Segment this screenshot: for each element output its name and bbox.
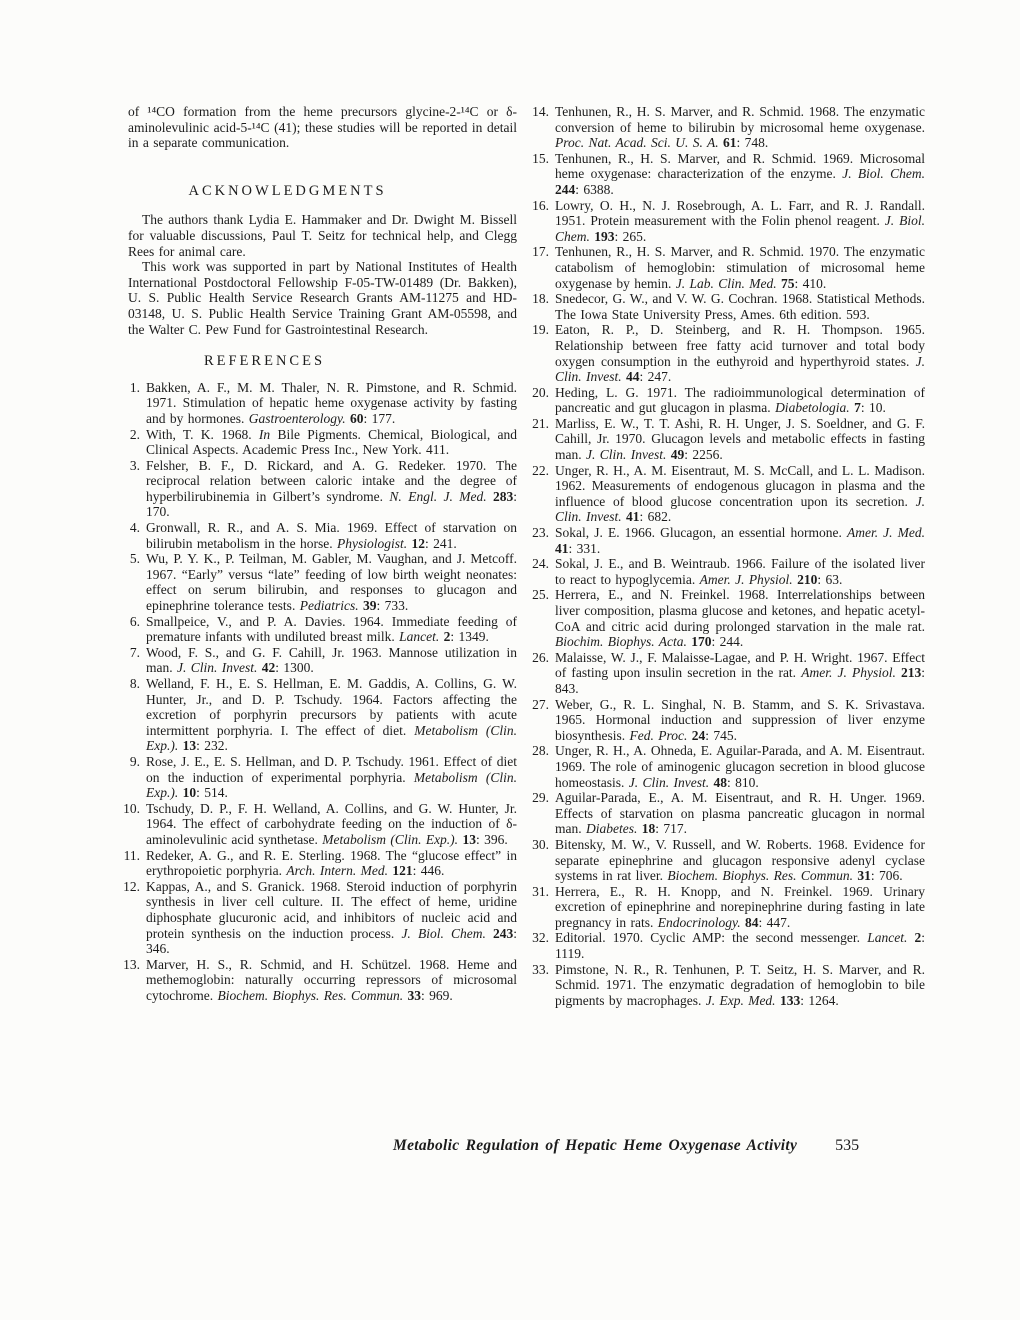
reference-text: [146, 801, 517, 848]
reference-text-segment: With, T. K. 1968.: [146, 426, 259, 442]
reference-number: 26.: [532, 649, 549, 665]
reference-item: [128, 551, 517, 613]
reference-text-segment: 75: [780, 275, 795, 291]
reference-text: [146, 645, 517, 676]
reference-text-segment: In: [258, 426, 271, 442]
reference-number: 1.: [129, 379, 140, 395]
reference-item: [532, 415, 925, 463]
reference-text-segment: 18: [641, 821, 656, 837]
reference-text-segment: Bile Pigments. Chemical, Biological, and Clinical Aspects. Academic Press Inc., New York. 411.: [146, 426, 517, 458]
reference-text: [555, 198, 925, 245]
reference-item: [532, 462, 925, 525]
reference-item: [532, 291, 925, 322]
reference-text-segment: : 447.: [758, 914, 791, 930]
reference-item: [128, 754, 517, 801]
reference-text-segment: Pimstone, N. R., R. Tenhunen, P. T. Seitz, H. S. Marver, and R. Schmid. 1971. The enzymatic degradation of hemoglobin to bile pigments by macrophages.: [555, 961, 925, 1008]
running-title: Metabolic Regulation of Hepatic Heme Oxygenase Activity: [393, 1137, 798, 1154]
reference-text: [555, 416, 925, 463]
reference-text-segment: 31: [857, 868, 871, 884]
reference-item: [532, 384, 925, 416]
reference-text-segment: 49: [670, 447, 685, 463]
reference-text-segment: : 63.: [817, 571, 843, 587]
reference-text: [146, 427, 517, 458]
reference-text-segment: 48: [713, 774, 727, 790]
reference-text: [555, 790, 925, 837]
reference-text-segment: Malaisse, W. J., F. Malaisse-Lagae, and P. H. Wright. 1967. Effect of fasting upon insulin secretion in the rat.: [555, 649, 925, 681]
reference-text-segment: Tenhunen, R., H. S. Marver, and R. Schmid. 1970. The enzymatic catabolism of hemoglobin: stimulation of microsomal heme oxygenase by hemin.: [555, 244, 925, 291]
reference-item: [123, 800, 517, 848]
reference-text: [555, 556, 925, 587]
reference-item: [532, 556, 925, 587]
reference-text-segment: : 733.: [376, 598, 409, 614]
reference-text-segment: [486, 926, 493, 941]
reference-text-segment: : 346.: [146, 925, 517, 957]
reference-text: [555, 884, 925, 931]
left-column: [123, 104, 518, 1008]
reference-item: [128, 676, 517, 754]
reference-text-segment: : 2256.: [684, 447, 723, 463]
page-footer: [393, 1138, 859, 1154]
reference-text-segment: J. Lab. Clin. Med.: [675, 275, 777, 291]
reference-text-segment: Fed. Proc.: [629, 727, 688, 743]
right-column: [532, 104, 926, 1008]
reference-text-segment: J. Biol. Chem.: [842, 166, 925, 182]
reference-item: [532, 836, 925, 884]
reference-text-segment: : 514.: [196, 785, 228, 801]
reference-text-segment: 41: [555, 540, 569, 556]
reference-text: [555, 697, 925, 744]
reference-text-segment: : 232.: [196, 738, 228, 754]
reference-text-segment: 133: [779, 992, 801, 1008]
reference-text-segment: J. Clin. Invest.: [555, 353, 925, 385]
reference-number: 24.: [532, 556, 549, 572]
reference-text-segment: J. Clin. Invest.: [555, 493, 925, 525]
intro-paragraph: of ¹⁴CO formation from the heme precursors glycine-2-¹⁴C or δ-aminolevulinic acid-5-¹⁴C (41); these studies will be reported in detail in a separate communication.: [128, 104, 517, 151]
reference-number: 16.: [532, 197, 549, 213]
reference-item: [128, 645, 517, 676]
reference-text: [555, 743, 925, 790]
reference-text-segment: 60: [349, 410, 364, 426]
reference-text-segment: Lancet.: [399, 629, 440, 645]
reference-number: 20.: [532, 384, 549, 400]
reference-text-segment: Unger, R. H., A. Ohneda, E. Aguilar-Parada, and A. M. Eisentraut. 1969. The role of aminogenic glucagon secretion in blood glucose homeostasis.: [555, 743, 925, 790]
reference-text-segment: Metabolism (Clin. Exp.).: [322, 831, 459, 847]
reference-text-segment: Diabetologia.: [775, 400, 850, 416]
reference-text-segment: J. Exp. Med.: [705, 992, 776, 1008]
reference-item: [532, 696, 925, 744]
reference-number: 14.: [532, 104, 549, 119]
reference-item: [128, 427, 517, 458]
reference-item: [128, 614, 517, 645]
reference-text-segment: 39: [362, 598, 377, 614]
reference-text-segment: Metabolism (Clin. Exp.).: [146, 769, 517, 801]
reference-number: 15.: [532, 150, 549, 166]
reference-text: [146, 676, 517, 754]
reference-text-segment: 210: [797, 571, 818, 587]
reference-item: [532, 244, 925, 291]
reference-text-segment: Editorial. 1970. Cyclic AMP: the second messenger.: [555, 930, 868, 946]
reference-text-segment: Biochim. Biophys. Acta.: [555, 634, 687, 650]
reference-item: [532, 930, 926, 962]
reference-text-segment: Bitensky, M. W., V. Russell, and W. Roberts. 1968. Evidence for separate epinephrine and glucagon responsive adenyl cyclase systems in rat liver.: [555, 836, 925, 884]
reference-text-segment: 7: [854, 400, 861, 416]
reference-number: 12.: [123, 878, 140, 894]
reference-text: [555, 525, 925, 556]
reference-item: [128, 458, 517, 520]
reference-text-segment: Felsher, B. F., D. Rickard, and A. G. Redeker. 1970. The reciprocal relation between caloric intake and the degree of hyperbilirubinemia in Gilbert’s syndrome.: [146, 457, 517, 504]
reference-text-segment: Tschudy, D. P., F. H. Welland, A. Collins, and G. W. Hunter, Jr. 1964. The effect of carbohydrate feeding on the induction of δ-aminolevulinic acid synthetase.: [146, 800, 517, 847]
reference-text-segment: Snedecor, G. W., and V. W. G. Cochran. 1968. Statistical Methods. The Iowa State University Press, Ames. 6th edition. 593.: [555, 291, 925, 322]
reference-text-segment: : 265.: [614, 228, 647, 244]
reference-text-segment: : 717.: [655, 821, 688, 837]
reference-text: [555, 962, 925, 1009]
reference-text: [146, 551, 517, 613]
reference-text-segment: J. Clin. Invest.: [177, 660, 258, 676]
reference-text-segment: : 1264.: [800, 992, 839, 1008]
reference-text: [555, 244, 925, 291]
reference-item: [532, 883, 925, 931]
reference-text-segment: Redeker, A. G., and R. E. Sterling. 1968. The “glucose effect” in erythropoietic porphyria.: [146, 847, 517, 879]
reference-text: [146, 520, 517, 551]
reference-text-segment: 2: [914, 930, 922, 946]
reference-text-segment: Welland, F. H., E. S. Hellman, E. M. Gaddis, A. Collins, G. W. Hunter, Jr., and D. P. Tschudy. 1964. Factors affecting the excretion of porphyrin precursors by patients with acute intermittent porphyria. I. The effect of diet.: [146, 676, 517, 738]
reference-text-segment: : 682.: [639, 509, 672, 525]
reference-text-segment: Eaton, R. P., D. Steinberg, and R. H. Thompson. 1965. Relationship between free fatty acid turnover and total body oxygen consumption in the euthyroid and hyperthyroid states.: [555, 322, 925, 369]
reference-text: [555, 930, 925, 961]
reference-text-segment: : 748.: [736, 135, 769, 151]
reference-text-segment: 2: [443, 629, 451, 645]
reference-text-segment: [907, 930, 914, 945]
reference-text-segment: Gastroenterology.: [248, 410, 346, 426]
reference-text-segment: J. Clin. Invest.: [586, 447, 667, 463]
reference-number: 2.: [129, 426, 140, 442]
reference-text-segment: Lowry, O. H., N. J. Rosebrough, A. L. Farr, and R. J. Randall. 1951. Protein measurement with the Folin phenol reagent.: [555, 197, 925, 229]
reference-text-segment: 33: [407, 987, 421, 1003]
reference-text: [146, 848, 517, 879]
reference-text-segment: N. Engl. J. Med.: [389, 488, 487, 504]
references-heading: REFERENCES: [203, 353, 326, 370]
reference-text-segment: 61: [723, 135, 737, 151]
reference-number: 7.: [129, 644, 140, 660]
reference-text-segment: : 241.: [424, 535, 457, 551]
reference-text-segment: Marliss, E. W., T. T. Ashi, R. H. Unger, J. S. Soeldner, and G. F. Cahill, Jr. 1970. Glucagon levels and metabolic effects in fasting man.: [555, 415, 925, 463]
reference-text-segment: : 6388.: [575, 181, 614, 197]
reference-number: 13.: [123, 956, 140, 972]
reference-text-segment: Smallpeice, V., and P. A. Davies. 1964. Immediate feeding of premature infants with undiluted breast milk.: [146, 613, 517, 645]
reference-text-segment: : 843.: [555, 665, 925, 696]
reference-text-segment: : 1300.: [275, 660, 314, 676]
reference-number: 28.: [532, 743, 549, 759]
reference-text-segment: 170: [691, 634, 712, 650]
reference-text-segment: Bakken, A. F., M. M. Thaler, N. R. Pimstone, and R. Schmid. 1971. Stimulation of hepatic heme oxygenase activity by fasting and by hormones.: [146, 379, 517, 426]
reference-number: 31.: [532, 883, 549, 899]
reference-number: 32.: [532, 930, 549, 946]
reference-number: 19.: [532, 322, 549, 338]
reference-text-segment: 121: [392, 863, 413, 879]
reference-item: [532, 587, 925, 650]
reference-text-segment: Heding, L. G. 1971. The radioimmunological determination of pancreatic and gut glucagon in plasma.: [555, 384, 925, 416]
reference-item: [532, 525, 925, 556]
reference-text-segment: 13: [462, 831, 476, 847]
page-number: 535: [835, 1137, 860, 1154]
two-column-layout: [123, 104, 926, 1008]
reference-text-segment: Lancet.: [867, 930, 908, 946]
reference-number: 27.: [532, 696, 549, 712]
reference-text-segment: : 10.: [860, 400, 886, 416]
reference-text-segment: Herrera, E., and N. Freinkel. 1968. Interrelationships between liver composition, plasma glucose and ketones, and hepatic acetyl-CoA and citric acid during prolonged starvation in the male rat.: [555, 587, 925, 634]
reference-text-segment: Sokal, J. E. 1966. Glucagon, an essential hormone.: [555, 525, 847, 541]
reference-text-segment: Physiologist.: [336, 535, 408, 551]
reference-item: [532, 322, 925, 385]
reference-text-segment: Proc. Nat. Acad. Sci. U. S. A.: [555, 135, 719, 151]
reference-text-segment: Marver, H. S., R. Schmid, and H. Schützel. 1968. Heme and methemoglobin: naturally occurring repressors of microsomal cytochrome.: [146, 956, 517, 1003]
references-list-right: [532, 104, 926, 1008]
reference-text-segment: : 410.: [794, 275, 827, 291]
reference-text: [555, 322, 925, 384]
reference-number: 30.: [532, 836, 549, 852]
references-list-left: [123, 379, 518, 1004]
reference-item: [532, 104, 925, 151]
reference-text-segment: Rose, J. E., E. S. Hellman, and D. P. Tschudy. 1961. Effect of diet on the induction of experimental porphyria.: [146, 753, 517, 785]
reference-number: 18.: [532, 291, 549, 307]
reference-text-segment: Biochem. Biophys. Res. Commun.: [217, 987, 404, 1003]
reference-text-segment: Tenhunen, R., H. S. Marver, and R. Schmid. 1968. The enzymatic conversion of heme to bilirubin by microsomal heme oxygenase.: [555, 104, 925, 135]
reference-text-segment: Endocrinology.: [657, 914, 741, 930]
reference-number: 9.: [129, 753, 140, 769]
reference-text-segment: Pediatrics.: [299, 598, 359, 614]
reference-text-segment: : 810.: [726, 774, 759, 790]
reference-item: [532, 197, 925, 245]
reference-text-segment: : 170.: [146, 488, 518, 520]
reference-number: 17.: [532, 244, 549, 260]
reference-text-segment: J. Biol. Chem.: [401, 925, 486, 941]
reference-text-segment: : 244.: [711, 634, 744, 650]
acknowledgments-heading: ACKNOWLEDGMENTS: [188, 182, 387, 199]
reference-text-segment: Sokal, J. E., and B. Weintraub. 1966. Failure of the isolated liver to react to hypoglycemia.: [555, 556, 925, 587]
reference-text-segment: 12: [411, 535, 425, 551]
reference-text: [555, 587, 925, 649]
reference-number: 3.: [129, 457, 140, 473]
reference-text: [146, 957, 517, 1004]
reference-text-segment: J. Biol. Chem.: [555, 213, 925, 244]
reference-text: [555, 463, 925, 525]
reference-text-segment: 42: [261, 660, 276, 676]
reference-text: [146, 754, 517, 801]
reference-text-segment: Diabetes.: [586, 821, 638, 837]
reference-text: [555, 385, 925, 416]
reference-text-segment: 283: [493, 488, 514, 504]
reference-item: [123, 878, 517, 957]
reference-item: [532, 790, 925, 837]
reference-text: [555, 151, 925, 198]
reference-text-segment: Wood, F. S., and G. F. Cahill, Jr. 1963. Mannose utilization in man.: [146, 644, 517, 676]
reference-text-segment: Biochem. Biophys. Res. Commun.: [667, 868, 853, 884]
reference-text-segment: Kappas, A., and S. Granick. 1968. Steroid induction of porphyrin synthesis in liver cell culture. II. The effect of heme, uridine diphosphate glucuronic acid, and inhibitors of nucleic acid and protein synthesis on the induction process.: [146, 878, 517, 941]
reference-item: [128, 520, 517, 551]
reference-number: 11.: [123, 847, 140, 863]
reference-text-segment: Herrera, E., R. H. Knopp, and N. Freinkel. 1969. Urinary excretion of epinephrine and norepinephrine during fasting in late pregnancy in rats.: [555, 883, 925, 930]
reference-item: [532, 961, 925, 1009]
reference-text-segment: Gronwall, R. R., and A. S. Mia. 1969. Effect of starvation on bilirubin metabolism in the horse.: [146, 520, 517, 551]
reference-text-segment: Weber, G., R. L. Singhal, N. B. Stamm, and S. K. Srivastava. 1965. Hormonal induction and suppression of liver enzyme biosynthesis.: [555, 696, 925, 743]
reference-text-segment: : 396.: [475, 831, 508, 847]
reference-text: [146, 614, 517, 645]
reference-text-segment: Amer. J. Physiol.: [801, 665, 896, 681]
reference-text-segment: 244: [555, 181, 576, 197]
reference-text-segment: : 969.: [420, 987, 453, 1003]
reference-item: [532, 743, 925, 790]
reference-text-segment: : 745.: [705, 727, 738, 743]
reference-item: [123, 956, 517, 1004]
reference-text-segment: Amer. J. Physiol.: [699, 571, 793, 587]
reference-number: 5.: [129, 551, 140, 567]
reference-text-segment: : 331.: [568, 540, 601, 556]
reference-number: 25.: [532, 587, 549, 603]
reference-text-segment: : 1119.: [555, 930, 926, 962]
reference-item: [532, 150, 925, 198]
reference-number: 21.: [532, 415, 549, 431]
reference-text-segment: 41: [626, 509, 640, 525]
reference-text: [555, 650, 925, 697]
reference-text-segment: J. Clin. Invest.: [628, 774, 710, 790]
reference-text-segment: Tenhunen, R., H. S. Marver, and R. Schmid. 1969. Microsomal heme oxygenase: characterization of the enzyme.: [555, 150, 925, 182]
reference-text-segment: 84: [744, 914, 759, 930]
reference-text-segment: : 706.: [870, 868, 903, 884]
reference-text-segment: 193: [594, 228, 615, 244]
reference-text: [555, 104, 925, 151]
reference-text-segment: 213: [900, 665, 922, 681]
reference-item: [123, 847, 517, 879]
reference-text-segment: Metabolism (Clin. Exp.).: [146, 722, 518, 754]
reference-text: [555, 837, 925, 884]
reference-text-segment: Unger, R. H., A. M. Eisentraut, M. S. McCall, and L. L. Madison. 1962. Measurements of endogenous glucagon in plasma and the influence of blood glucose concentration upon its secretion.: [555, 462, 925, 509]
reference-text-segment: Arch. Intern. Med.: [286, 863, 388, 879]
reference-text-segment: 24: [691, 727, 706, 743]
reference-text-segment: Aguilar-Parada, E., A. M. Eisentraut, and R. H. Unger. 1969. Effects of starvation on plasma pancreatic glucagon in normal man.: [555, 790, 925, 837]
reference-text-segment: : 247.: [639, 369, 672, 385]
reference-number: 10.: [123, 800, 140, 816]
reference-number: 8.: [129, 676, 140, 691]
reference-text: [146, 458, 517, 520]
reference-text-segment: Wu, P. Y. K., P. Teilman, M. Gabler, M. Vaughan, and J. Metcoff. 1967. “Early” versus “late” feeding of low birth weight neonates: effect on serum bilirubin, and responses to glucagon and epinephrine tolerance tests.: [146, 551, 517, 614]
reference-text-segment: 243: [492, 925, 514, 941]
reference-number: 29.: [532, 790, 549, 806]
reference-number: 6.: [129, 613, 140, 629]
reference-number: 22.: [532, 462, 549, 478]
reference-number: 4.: [129, 520, 140, 536]
reference-text-segment: : 1349.: [450, 629, 489, 645]
reference-text-segment: 13: [182, 738, 197, 754]
reference-text-segment: : 177.: [363, 410, 396, 426]
reference-text-segment: : 446.: [412, 863, 445, 879]
reference-number: 33.: [532, 961, 549, 977]
reference-text-segment: 44: [626, 369, 640, 385]
reference-text: [146, 879, 517, 957]
reference-text: [555, 291, 925, 322]
reference-item: [128, 380, 517, 427]
acknowledgments-paragraph: This work was supported in part by National Institutes of Health International Postdoctoral Fellowship F-05-TW-01489 (Dr. Bakken), U. S. Public Health Service Research Grants AM-11275 and HD-03148, U. S. Public Health Service Training Grant AM-05598, and the Walter C. Pew Fund for Gastrointestinal Research.: [128, 259, 517, 337]
reference-text: [146, 380, 517, 427]
reference-item: [532, 649, 925, 697]
acknowledgments-paragraph: The authors thank Lydia E. Hammaker and Dr. Dwight M. Bissell for valuable discussions, Paul T. Seitz for technical help, and Clegg Rees for animal care.: [128, 212, 517, 259]
reference-number: 23.: [532, 525, 549, 541]
reference-text-segment: Amer. J. Med.: [846, 525, 925, 541]
reference-text-segment: 10: [182, 785, 197, 801]
